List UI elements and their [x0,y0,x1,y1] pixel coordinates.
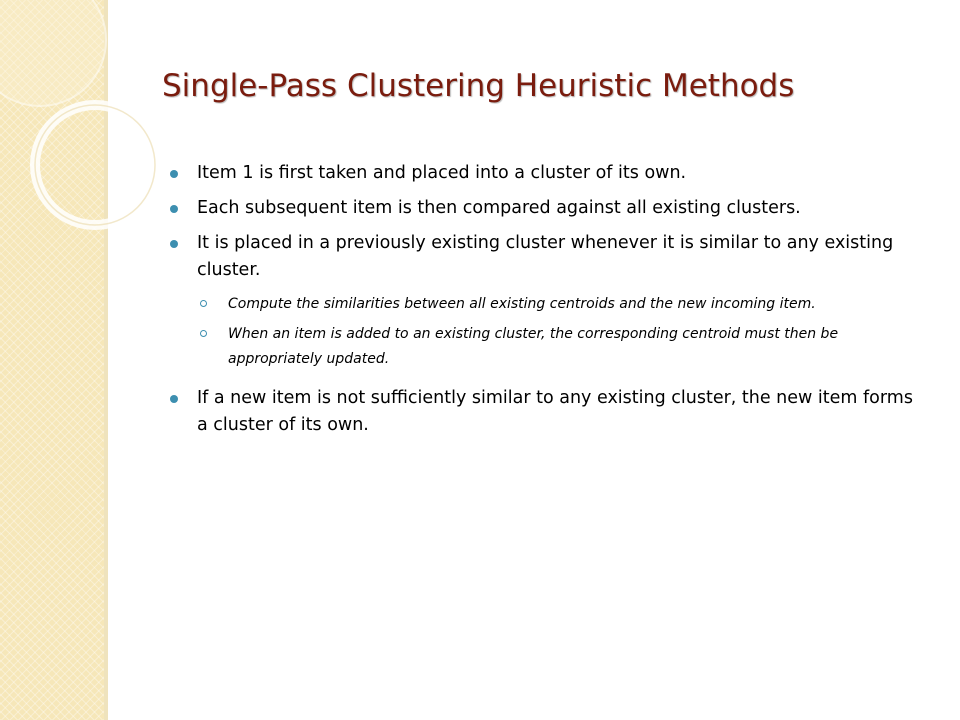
bullet-text: If a new item is not sufficiently similar to any existing cluster, the new item forms a cluster of its own. [197,388,913,435]
bullet-item [166,160,926,187]
sub-bullet-ring-icon [200,300,207,307]
sub-bullet-text: Compute the similarities between all existing centroids and the new incoming item. [228,296,816,312]
bullet-text: Item 1 is first taken and placed into a cluster of its own. [197,163,687,183]
bullet-item [166,195,926,222]
bullet-item [166,230,926,284]
bullet-item [166,385,926,439]
bullet-list [166,160,926,447]
bullet-text: Each subsequent item is then compared against all existing clusters. [197,198,801,218]
decorative-circle-fill [0,0,106,106]
bullet-dot-icon [170,205,178,213]
bullet-dot-icon [170,170,178,178]
bullet-dot-icon [170,240,178,248]
spacer [166,377,926,385]
sub-bullet-item [166,322,926,372]
bullet-text: It is placed in a previously existing cluster whenever it is similar to any existing cluster. [197,233,894,280]
decorative-circle-large-outline [35,105,155,225]
sub-bullet-item [166,292,926,317]
bullet-dot-icon [170,395,178,403]
sub-bullet-ring-icon [200,330,207,337]
sub-bullet-text: When an item is added to an existing cluster, the corresponding centroid must then be appropriately updated. [228,326,839,367]
slide-title: Single-Pass Clustering Heuristic Methods [162,68,795,104]
